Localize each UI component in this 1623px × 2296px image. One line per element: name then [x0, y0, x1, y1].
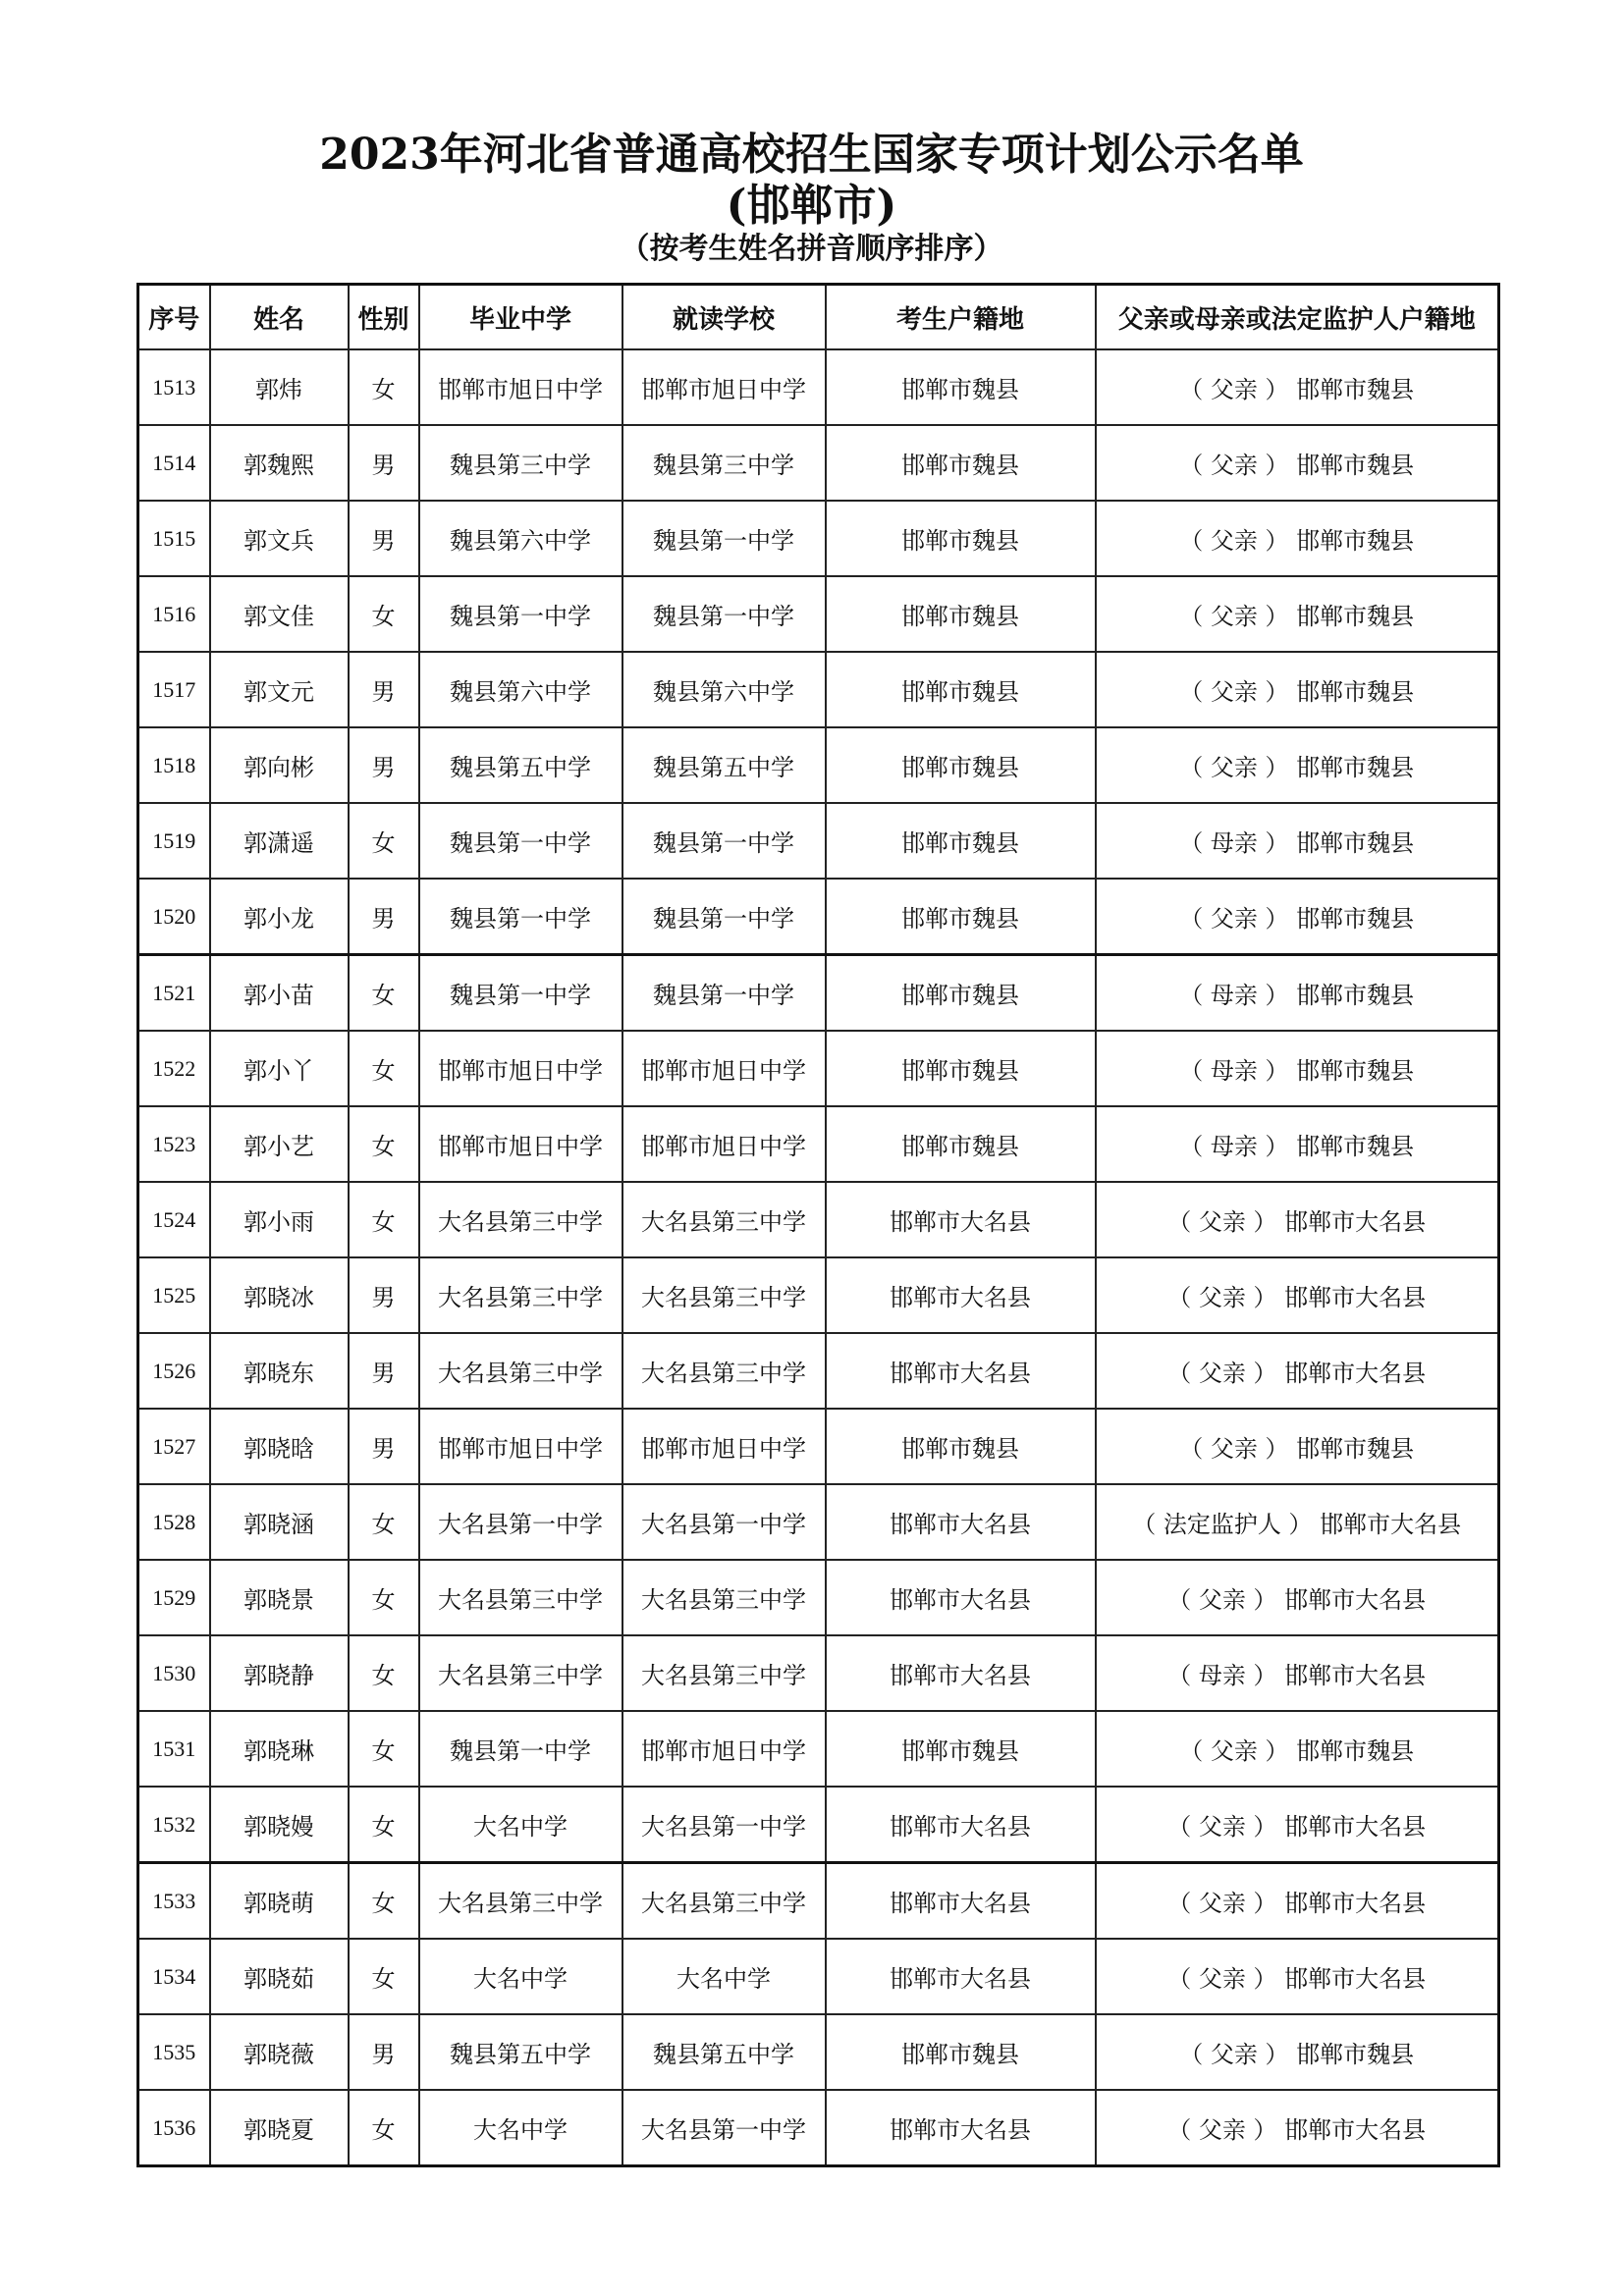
cell-current-school: 大名县第三中学 [622, 1560, 826, 1635]
cell-household: 邯郸市魏县 [826, 349, 1096, 425]
cell-household: 邯郸市魏县 [826, 955, 1096, 1032]
cell-grad-school: 大名县第三中学 [419, 1560, 622, 1635]
cell-household: 邯郸市魏县 [826, 803, 1096, 879]
cell-grad-school: 魏县第一中学 [419, 879, 622, 955]
header-guardian-household: 父亲或母亲或法定监护人户籍地 [1096, 285, 1499, 350]
cell-guardian-household: （ 父亲 ） 邯郸市魏县 [1096, 879, 1499, 955]
cell-current-school: 魏县第六中学 [622, 652, 826, 727]
cell-grad-school: 魏县第三中学 [419, 425, 622, 501]
cell-current-school: 大名县第三中学 [622, 1182, 826, 1257]
cell-seq: 1528 [138, 1484, 210, 1560]
cell-household: 邯郸市魏县 [826, 576, 1096, 652]
table-row [138, 1560, 1499, 1635]
cell-current-school: 大名县第三中学 [622, 1863, 826, 1940]
cell-gender: 女 [349, 1031, 419, 1106]
cell-grad-school: 大名中学 [419, 1787, 622, 1863]
table-row [138, 1333, 1499, 1409]
cell-seq: 1525 [138, 1257, 210, 1333]
cell-guardian-household: （ 母亲 ） 邯郸市魏县 [1096, 803, 1499, 879]
cell-household: 邯郸市魏县 [826, 1106, 1096, 1182]
cell-guardian-household: （ 母亲 ） 邯郸市魏县 [1096, 1106, 1499, 1182]
cell-household: 邯郸市魏县 [826, 501, 1096, 576]
table-row [138, 1484, 1499, 1560]
cell-gender: 女 [349, 1106, 419, 1182]
cell-current-school: 大名县第三中学 [622, 1635, 826, 1711]
header-grad-school: 毕业中学 [419, 285, 622, 350]
cell-name: 郭晓晗 [210, 1409, 349, 1484]
cell-current-school: 大名县第三中学 [622, 1333, 826, 1409]
table-row [138, 1409, 1499, 1484]
cell-grad-school: 邯郸市旭日中学 [419, 1031, 622, 1106]
cell-name: 郭晓萌 [210, 1863, 349, 1940]
table-row [138, 803, 1499, 879]
cell-current-school: 大名中学 [622, 1939, 826, 2014]
table-row [138, 1106, 1499, 1182]
header-household: 考生户籍地 [826, 285, 1096, 350]
cell-grad-school: 邯郸市旭日中学 [419, 349, 622, 425]
cell-seq: 1526 [138, 1333, 210, 1409]
header-current-school: 就读学校 [622, 285, 826, 350]
cell-guardian-household: （ 父亲 ） 邯郸市魏县 [1096, 1711, 1499, 1787]
table-row [138, 955, 1499, 1032]
cell-current-school: 大名县第一中学 [622, 1787, 826, 1863]
cell-name: 郭晓东 [210, 1333, 349, 1409]
cell-household: 邯郸市魏县 [826, 1711, 1096, 1787]
cell-grad-school: 大名中学 [419, 1939, 622, 2014]
cell-name: 郭炜 [210, 349, 349, 425]
cell-seq: 1520 [138, 879, 210, 955]
cell-current-school: 魏县第一中学 [622, 576, 826, 652]
cell-grad-school: 魏县第一中学 [419, 955, 622, 1032]
cell-gender: 女 [349, 1484, 419, 1560]
cell-guardian-household: （ 父亲 ） 邯郸市魏县 [1096, 1409, 1499, 1484]
cell-gender: 女 [349, 1560, 419, 1635]
cell-grad-school: 大名县第三中学 [419, 1635, 622, 1711]
cell-current-school: 魏县第一中学 [622, 501, 826, 576]
cell-grad-school: 大名中学 [419, 2090, 622, 2166]
cell-grad-school: 大名县第三中学 [419, 1333, 622, 1409]
cell-grad-school: 邯郸市旭日中学 [419, 1409, 622, 1484]
cell-gender: 女 [349, 1635, 419, 1711]
cell-name: 郭小雨 [210, 1182, 349, 1257]
cell-seq: 1531 [138, 1711, 210, 1787]
cell-guardian-household: （ 母亲 ） 邯郸市大名县 [1096, 1635, 1499, 1711]
cell-guardian-household: （ 父亲 ） 邯郸市大名县 [1096, 1939, 1499, 2014]
table-row [138, 1939, 1499, 2014]
cell-current-school: 魏县第一中学 [622, 879, 826, 955]
cell-name: 郭晓涵 [210, 1484, 349, 1560]
cell-grad-school: 魏县第六中学 [419, 501, 622, 576]
cell-household: 邯郸市大名县 [826, 1635, 1096, 1711]
cell-seq: 1519 [138, 803, 210, 879]
cell-current-school: 大名县第一中学 [622, 1484, 826, 1560]
table-row [138, 879, 1499, 955]
cell-seq: 1534 [138, 1939, 210, 2014]
cell-name: 郭文佳 [210, 576, 349, 652]
cell-household: 邯郸市魏县 [826, 652, 1096, 727]
header-seq: 序号 [138, 285, 210, 350]
cell-name: 郭潇遥 [210, 803, 349, 879]
header-name: 姓名 [210, 285, 349, 350]
cell-household: 邯郸市大名县 [826, 1333, 1096, 1409]
cell-seq: 1533 [138, 1863, 210, 1940]
cell-guardian-household: （ 母亲 ） 邯郸市魏县 [1096, 1031, 1499, 1106]
cell-gender: 女 [349, 349, 419, 425]
cell-gender: 男 [349, 1333, 419, 1409]
document-subtitle: (邯郸市) [726, 181, 897, 231]
table-row [138, 2014, 1499, 2090]
cell-gender: 女 [349, 1182, 419, 1257]
cell-name: 郭晓嫚 [210, 1787, 349, 1863]
cell-household: 邯郸市魏县 [826, 727, 1096, 803]
table-row [138, 1182, 1499, 1257]
table-row [138, 576, 1499, 652]
cell-name: 郭晓景 [210, 1560, 349, 1635]
cell-gender: 男 [349, 1257, 419, 1333]
table-row [138, 501, 1499, 576]
cell-name: 郭晓琳 [210, 1711, 349, 1787]
cell-grad-school: 魏县第一中学 [419, 803, 622, 879]
sort-note: （按考生姓名拼音顺序排序） [620, 232, 1003, 266]
cell-household: 邯郸市大名县 [826, 1939, 1096, 2014]
cell-guardian-household: （ 父亲 ） 邯郸市大名县 [1096, 1787, 1499, 1863]
cell-gender: 男 [349, 501, 419, 576]
cell-name: 郭晓冰 [210, 1257, 349, 1333]
cell-current-school: 魏县第一中学 [622, 803, 826, 879]
cell-gender: 女 [349, 576, 419, 652]
cell-seq: 1517 [138, 652, 210, 727]
table-row [138, 727, 1499, 803]
cell-seq: 1518 [138, 727, 210, 803]
cell-guardian-household: （ 父亲 ） 邯郸市大名县 [1096, 1257, 1499, 1333]
cell-grad-school: 大名县第三中学 [419, 1182, 622, 1257]
cell-household: 邯郸市大名县 [826, 2090, 1096, 2166]
cell-gender: 女 [349, 1711, 419, 1787]
cell-grad-school: 大名县第三中学 [419, 1863, 622, 1940]
cell-guardian-household: （ 父亲 ） 邯郸市魏县 [1096, 727, 1499, 803]
cell-gender: 男 [349, 727, 419, 803]
table-row [138, 1031, 1499, 1106]
cell-name: 郭小苗 [210, 955, 349, 1032]
table-header-row [138, 285, 1499, 350]
cell-name: 郭晓夏 [210, 2090, 349, 2166]
cell-gender: 男 [349, 879, 419, 955]
cell-name: 郭魏熙 [210, 425, 349, 501]
cell-seq: 1530 [138, 1635, 210, 1711]
cell-current-school: 邯郸市旭日中学 [622, 349, 826, 425]
cell-guardian-household: （ 父亲 ） 邯郸市大名县 [1096, 1182, 1499, 1257]
cell-current-school: 大名县第三中学 [622, 1257, 826, 1333]
cell-gender: 女 [349, 955, 419, 1032]
cell-seq: 1527 [138, 1409, 210, 1484]
cell-seq: 1529 [138, 1560, 210, 1635]
cell-name: 郭晓静 [210, 1635, 349, 1711]
cell-grad-school: 魏县第五中学 [419, 2014, 622, 2090]
cell-name: 郭文兵 [210, 501, 349, 576]
table-row [138, 1787, 1499, 1863]
table-row [138, 2090, 1499, 2166]
cell-guardian-household: （ 父亲 ） 邯郸市魏县 [1096, 2014, 1499, 2090]
cell-household: 邯郸市魏县 [826, 1031, 1096, 1106]
cell-current-school: 邯郸市旭日中学 [622, 1031, 826, 1106]
cell-current-school: 魏县第五中学 [622, 727, 826, 803]
table-row [138, 425, 1499, 501]
cell-current-school: 邯郸市旭日中学 [622, 1711, 826, 1787]
table-row [138, 652, 1499, 727]
cell-seq: 1514 [138, 425, 210, 501]
cell-seq: 1516 [138, 576, 210, 652]
cell-gender: 男 [349, 425, 419, 501]
cell-seq: 1521 [138, 955, 210, 1032]
cell-seq: 1523 [138, 1106, 210, 1182]
cell-gender: 女 [349, 1863, 419, 1940]
cell-gender: 女 [349, 1939, 419, 2014]
cell-current-school: 邯郸市旭日中学 [622, 1409, 826, 1484]
cell-household: 邯郸市魏县 [826, 2014, 1096, 2090]
cell-guardian-household: （ 父亲 ） 邯郸市魏县 [1096, 425, 1499, 501]
cell-guardian-household: （ 父亲 ） 邯郸市大名县 [1096, 1863, 1499, 1940]
cell-name: 郭小龙 [210, 879, 349, 955]
cell-guardian-household: （ 父亲 ） 邯郸市魏县 [1096, 501, 1499, 576]
cell-household: 邯郸市大名县 [826, 1787, 1096, 1863]
cell-guardian-household: （ 父亲 ） 邯郸市魏县 [1096, 349, 1499, 425]
cell-household: 邯郸市大名县 [826, 1257, 1096, 1333]
document-title: 2023年河北省普通高校招生国家专项计划公示名单 [319, 130, 1304, 180]
cell-seq: 1522 [138, 1031, 210, 1106]
cell-household: 邯郸市魏县 [826, 1409, 1096, 1484]
cell-guardian-household: （ 父亲 ） 邯郸市魏县 [1096, 576, 1499, 652]
cell-name: 郭小艺 [210, 1106, 349, 1182]
cell-name: 郭晓薇 [210, 2014, 349, 2090]
table-row [138, 349, 1499, 425]
cell-guardian-household: （ 父亲 ） 邯郸市大名县 [1096, 2090, 1499, 2166]
cell-grad-school: 魏县第五中学 [419, 727, 622, 803]
cell-current-school: 邯郸市旭日中学 [622, 1106, 826, 1182]
cell-seq: 1515 [138, 501, 210, 576]
cell-household: 邯郸市大名县 [826, 1182, 1096, 1257]
cell-seq: 1513 [138, 349, 210, 425]
cell-gender: 男 [349, 1409, 419, 1484]
cell-grad-school: 大名县第一中学 [419, 1484, 622, 1560]
cell-household: 邯郸市大名县 [826, 1484, 1096, 1560]
cell-gender: 女 [349, 2090, 419, 2166]
cell-grad-school: 魏县第六中学 [419, 652, 622, 727]
table-row [138, 1257, 1499, 1333]
cell-household: 邯郸市大名县 [826, 1560, 1096, 1635]
cell-guardian-household: （ 父亲 ） 邯郸市大名县 [1096, 1560, 1499, 1635]
cell-grad-school: 魏县第一中学 [419, 576, 622, 652]
cell-gender: 男 [349, 652, 419, 727]
cell-guardian-household: （ 父亲 ） 邯郸市大名县 [1096, 1333, 1499, 1409]
cell-current-school: 大名县第一中学 [622, 2090, 826, 2166]
cell-household: 邯郸市魏县 [826, 425, 1096, 501]
cell-name: 郭向彬 [210, 727, 349, 803]
table-row [138, 1635, 1499, 1711]
cell-grad-school: 魏县第一中学 [419, 1711, 622, 1787]
cell-current-school: 魏县第三中学 [622, 425, 826, 501]
table-row [138, 1863, 1499, 1940]
cell-seq: 1536 [138, 2090, 210, 2166]
cell-grad-school: 邯郸市旭日中学 [419, 1106, 622, 1182]
header-gender: 性别 [349, 285, 419, 350]
table-row [138, 1711, 1499, 1787]
cell-name: 郭文元 [210, 652, 349, 727]
cell-guardian-household: （ 母亲 ） 邯郸市魏县 [1096, 955, 1499, 1032]
cell-seq: 1524 [138, 1182, 210, 1257]
cell-guardian-household: （ 法定监护人 ） 邯郸市大名县 [1096, 1484, 1499, 1560]
cell-seq: 1535 [138, 2014, 210, 2090]
cell-seq: 1532 [138, 1787, 210, 1863]
roster-table [136, 283, 1500, 2167]
cell-grad-school: 大名县第三中学 [419, 1257, 622, 1333]
cell-current-school: 魏县第一中学 [622, 955, 826, 1032]
cell-current-school: 魏县第五中学 [622, 2014, 826, 2090]
table-body [138, 349, 1499, 2166]
cell-gender: 男 [349, 2014, 419, 2090]
cell-guardian-household: （ 父亲 ） 邯郸市魏县 [1096, 652, 1499, 727]
cell-household: 邯郸市大名县 [826, 1863, 1096, 1940]
cell-name: 郭晓茹 [210, 1939, 349, 2014]
cell-gender: 女 [349, 1787, 419, 1863]
cell-name: 郭小丫 [210, 1031, 349, 1106]
cell-household: 邯郸市魏县 [826, 879, 1096, 955]
cell-gender: 女 [349, 803, 419, 879]
